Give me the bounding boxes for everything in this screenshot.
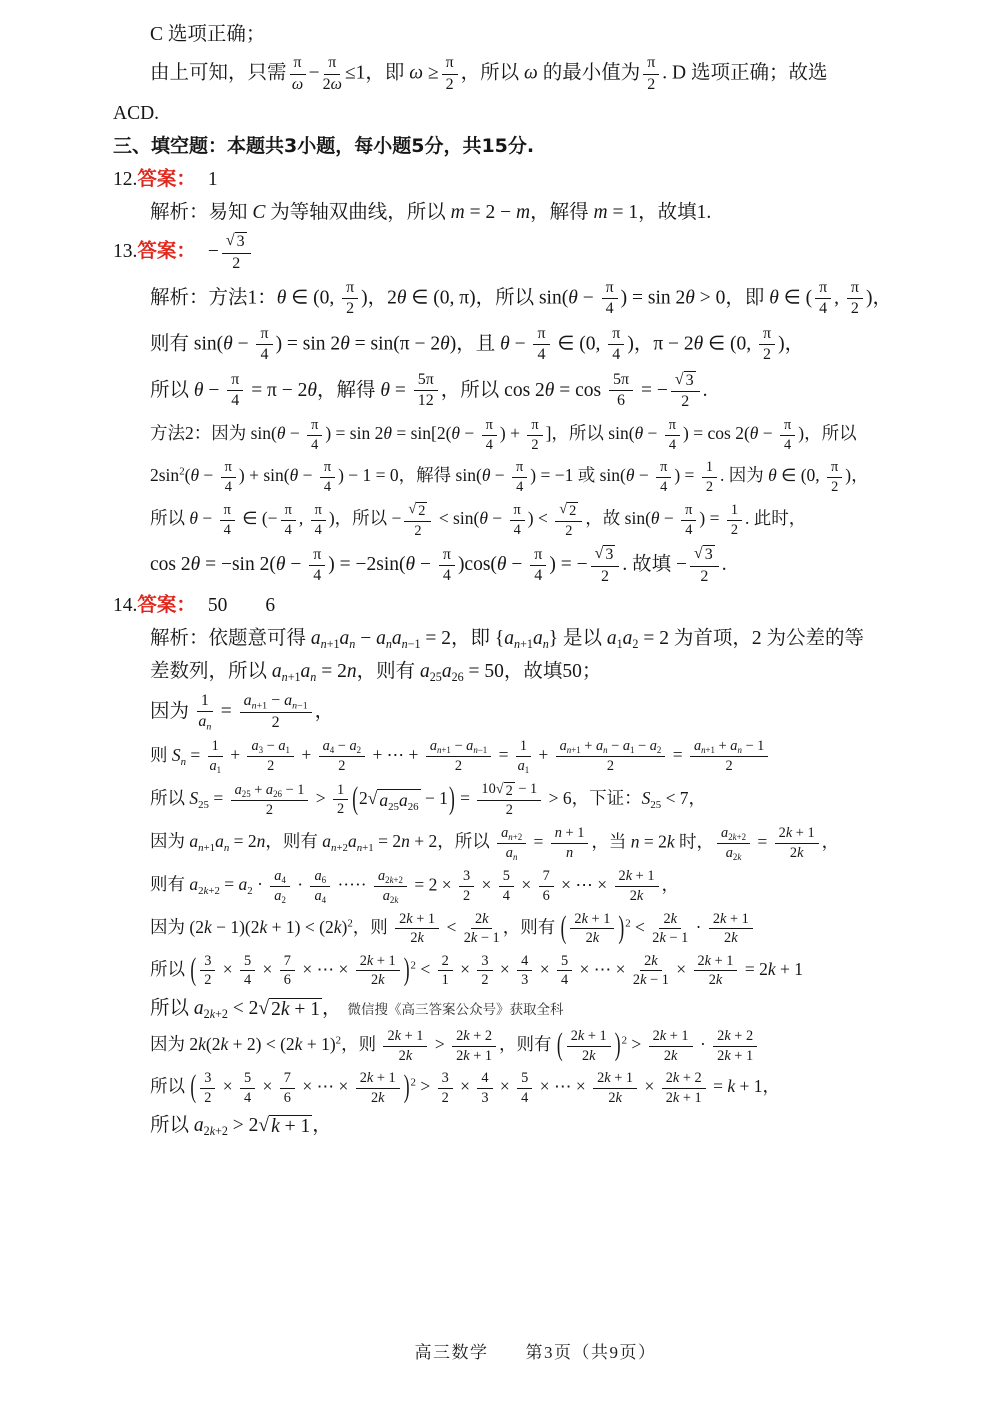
fraction: $\frac{2k}{2k - 1}$ [632, 952, 669, 989]
sqrt-expression: √ k + 1 [258, 1114, 311, 1137]
q12-analysis [150, 198, 958, 227]
fraction: $\frac{7}{6}$ [280, 1070, 295, 1106]
watermark-text: 微信搜《高三答案公众号》获取全科 [347, 1001, 564, 1017]
text-run: ，所以 cos 2θ = cos [440, 379, 607, 401]
text-run: > [311, 787, 331, 808]
fraction: √ 3 2 [222, 232, 251, 273]
text-run: + [296, 744, 316, 765]
q14-analysis-line4 [150, 737, 958, 775]
text-run: × ⋯ × [297, 1076, 353, 1097]
fraction: $\frac{\pi}{4}$ [681, 502, 696, 538]
text-run: 所以 $a_{2k+2} < 2$ √ 2k + 1 ， [150, 997, 342, 1022]
text-run: 解析：易知 C 为等轴双曲线，所以 m = 2 − m，解得 m = 1，故填1. [150, 202, 712, 223]
q14-analysis-line13 [150, 1111, 958, 1140]
fraction: $\frac{3}{2}$ [459, 868, 474, 904]
question-number: 12. [113, 168, 138, 190]
text-run: ∈ (− [237, 508, 278, 529]
text-run: cos 2θ = −sin 2(θ − [150, 554, 307, 575]
fraction: $\frac{\pi}{2\omega}$ [322, 54, 342, 93]
question-number: 13. [113, 241, 138, 263]
fraction: $\frac{3}{2}$ [438, 1070, 453, 1106]
text-run: ，则有 [502, 916, 560, 937]
fraction: $\frac{n + 1}{n}$ [551, 825, 589, 861]
text-run: ) = sin 2θ = sin(π − 2θ)，且 θ − [275, 333, 531, 355]
text-run: ) = − [549, 554, 588, 575]
fraction: $\frac{1}{a_n}$ [198, 691, 212, 733]
text-run: 所以 [150, 958, 190, 979]
text-run: ) = [674, 465, 699, 486]
fraction: $\frac{2}{1}$ [438, 953, 453, 989]
fraction: $\frac{a_{2k+2}}{a_{2k}}$ [374, 868, 407, 905]
text-run: $^2$ < [410, 958, 435, 979]
fraction: $\frac{\pi}{4}$ [665, 417, 680, 453]
q13-method1-line2 [150, 324, 958, 366]
text-run: × [218, 1076, 237, 1097]
text-run: 所以 $S_{25}$ = [150, 787, 228, 811]
fraction: $\frac{\pi}{4}$ [530, 546, 546, 586]
fraction: $\frac{1}{2}$ [333, 782, 348, 818]
q14-analysis-line2 [150, 657, 958, 686]
text-run: 则有 $a_{2k+2} = a_2$ · [150, 874, 268, 898]
text-run: × [495, 1076, 515, 1097]
text-run: ACD. [113, 103, 160, 124]
fraction: $\frac{\pi}{4}$ [780, 417, 795, 453]
fraction: $\frac{2k + 1}{2k}$ [570, 911, 614, 947]
fraction: $\frac{\pi}{\omega}$ [290, 54, 306, 94]
text-run: 因为 $a_{n+1}a_n = 2n$，则有 $a_{n+2}a_{n+1} = 2n + 2$，所以 [150, 831, 495, 855]
text-run: ) = −2sin(θ − [328, 554, 436, 575]
text-run: . 故填 − [622, 554, 687, 575]
sqrt-expression: √ 3 [694, 545, 713, 564]
text-run: )，2θ ∈ (0, π)，所以 sin(θ − [361, 287, 599, 309]
fraction: $\frac{1}{2}$ [727, 502, 742, 538]
text-run: ( [560, 908, 567, 945]
solution-content [113, 16, 958, 1144]
page-footer [113, 1338, 958, 1363]
text-run: $^2$ > [621, 1034, 646, 1055]
sqrt-expression: √ 3 [674, 370, 694, 389]
text-run: + ⋯ + [368, 744, 423, 765]
text-run: × [640, 1076, 659, 1097]
text-run: · [695, 1034, 711, 1055]
text-run: 由上可知，只需 [150, 62, 287, 84]
text-run: ≤1，即 ω ≥ [344, 62, 439, 84]
text-run: . 因为 θ ∈ (0, [719, 465, 825, 486]
fraction: $\frac{\pi}{4}$ [221, 459, 236, 495]
text-run: , [834, 287, 844, 309]
fraction: $\frac{2k + 2}{2k + 1}$ [452, 1028, 496, 1064]
answer-value-1: 50 [207, 594, 228, 616]
fraction: $\frac{a_4 - a_2}{2}$ [319, 738, 365, 774]
fraction: $\frac{a_6}{a_4}$ [310, 868, 330, 905]
q14-analysis-line10 [150, 994, 958, 1023]
answer-label: 答案： [137, 168, 196, 190]
fraction: $\frac{\pi}{4}$ [533, 325, 549, 365]
text-run: ) [448, 779, 455, 816]
text-run: = [668, 744, 687, 765]
text-run: 则有 sin(θ − [150, 333, 254, 355]
text-run: = [494, 744, 513, 765]
fraction: √ 2 2 [404, 501, 431, 539]
question-number: 14. [113, 594, 138, 616]
fraction: $\frac{2k}{2k - 1}$ [652, 910, 689, 947]
q14-analysis-line8 [150, 910, 958, 948]
text-run: > [430, 1034, 450, 1055]
fraction: $\frac{\pi}{4}$ [227, 371, 243, 411]
fraction: $\frac{2k + 1}{2k}$ [356, 1070, 400, 1106]
text-run: ) − 1 = 0，解得 sin(θ − [338, 465, 510, 486]
text-run: 解析：依题意可得 $a_{n+1}a_n - a_na_{n-1} = 2$，即 $\{a_{n+1}a_n\}$ 是以 $a_1a_2 = 2$ 为首项，2 为公差的等 [150, 628, 864, 652]
fraction: $\frac{\pi}{4}$ [309, 546, 325, 586]
fraction: $\frac{5}{4}$ [517, 1070, 532, 1106]
fraction: $\frac{\pi}{2}$ [827, 459, 842, 495]
text-run: × [477, 874, 496, 895]
fraction: $\frac{\pi}{2}$ [442, 54, 458, 94]
text-run: × [258, 958, 277, 979]
text-run: ( [190, 1067, 197, 1104]
text-run: )，π − 2θ ∈ (0, [627, 333, 756, 355]
answer-value-2: 6 [265, 594, 276, 616]
fraction: $\frac{a_{n+1} + a_n - 1}{2}$ [690, 738, 768, 774]
fraction: $\frac{2k + 1}{2k}$ [383, 1028, 427, 1064]
text-run: ，所以 ω 的最小值为 [460, 62, 641, 84]
text-run: + [225, 744, 245, 765]
fraction: $\frac{2k + 1}{2k}$ [775, 825, 819, 861]
fraction: $\frac{a_3 - a_1}{2}$ [247, 738, 293, 774]
fraction: $\frac{2k}{2k - 1}$ [463, 910, 500, 947]
fraction: $\frac{\pi}{4}$ [256, 325, 272, 365]
text-run: . [702, 379, 708, 401]
text-run: . [721, 554, 727, 575]
section-heading [113, 132, 958, 161]
sqrt-expression: √ 2 [559, 501, 577, 520]
text-run: · [292, 874, 308, 895]
text-run: . 此时， [745, 508, 807, 529]
q14-analysis-line11 [150, 1027, 958, 1065]
text-run: 所以 θ − [150, 508, 217, 529]
text-run: 差数列，所以 $a_{n+1}a_n = 2n$，则有 $a_{25}a_{26} = 50$，故填50； [150, 661, 602, 685]
text-run: < [442, 916, 461, 937]
fraction: $\frac{\pi}{4}$ [512, 459, 527, 495]
text-run: ，则有 [499, 1034, 556, 1055]
q14-analysis-line12 [150, 1069, 958, 1107]
fraction: $\frac{\pi}{4}$ [281, 502, 296, 538]
fraction: $\frac{\pi}{4}$ [311, 502, 326, 538]
fraction: √ 3 2 [671, 371, 700, 412]
fraction: $\frac{a_{n+1} - a_{n-1}}{2}$ [240, 692, 312, 733]
fraction: $\frac{\pi}{4}$ [439, 546, 455, 586]
fraction: $\frac{a_{n+1} + a_n - a_1 - a_2}{2}$ [556, 738, 666, 774]
fraction: $\frac{3}{2}$ [477, 953, 492, 989]
text-run: ) = sin 2θ > 0，即 θ ∈ ( [620, 287, 813, 309]
text-run: × [535, 958, 554, 979]
text-run: ) [403, 950, 410, 987]
fraction: √ 2 2 [555, 501, 582, 539]
text-run: × ⋯ × [556, 874, 612, 895]
text-run: 所以 θ − [150, 379, 225, 401]
footer-text: 高三数学 第3页（共9页） [414, 1343, 657, 1362]
text-run: × [671, 958, 691, 979]
fraction: $\frac{\pi}{4}$ [510, 502, 525, 538]
fraction: $\frac{2k + 1}{2k}$ [649, 1028, 693, 1064]
fraction: $\frac{7}{6}$ [280, 953, 295, 989]
text-run: < sin(θ − [434, 508, 507, 529]
fraction: $\frac{\pi}{4}$ [307, 417, 322, 453]
text-run: ) = sin 2θ = sin[2(θ − [325, 423, 479, 444]
fraction: $\frac{4}{3}$ [477, 1070, 492, 1106]
text-run: 方法2：因为 sin(θ − [150, 423, 305, 444]
text-run: · [691, 916, 706, 937]
text-run: × ⋯ × [297, 958, 353, 979]
fraction: $\frac{5}{4}$ [240, 953, 255, 989]
fraction: $\frac{\pi}{2}$ [847, 279, 863, 319]
text-run: ) [618, 908, 625, 945]
text-run: ( [190, 950, 197, 987]
fraction: $\frac{3}{2}$ [200, 953, 215, 989]
answer-value: − [207, 241, 219, 263]
answer-label: 答案： [137, 241, 196, 263]
q14-answer [113, 591, 958, 620]
text-run: ) [403, 1067, 410, 1104]
fraction: $\frac{2k + 2}{2k + 1}$ [713, 1028, 757, 1064]
fraction: $\frac{\pi}{2}$ [759, 325, 775, 365]
fraction: $\frac{2k + 1}{2k}$ [567, 1028, 611, 1064]
text-run: = − [636, 379, 668, 401]
fraction: $\frac{a_{2k+2}}{a_{2k}}$ [717, 825, 750, 862]
text-run: = [753, 831, 772, 852]
fraction: $\frac{\pi}{2}$ [527, 417, 542, 453]
q14-analysis-line1 [150, 624, 958, 653]
text-run: )，所以 [798, 423, 857, 444]
text-run: )， [778, 333, 805, 355]
text-run: ， [661, 874, 679, 895]
fraction: $\frac{\pi}{4}$ [482, 417, 497, 453]
q13-method2-line2 [150, 458, 958, 496]
fraction: $\frac{1}{a_1}$ [517, 738, 530, 775]
text-run: $^2$ < [625, 916, 650, 937]
q14-analysis-line6 [150, 824, 958, 863]
fraction: $\frac{2k + 1}{2k}$ [356, 953, 400, 989]
text-run: × [495, 958, 515, 979]
fraction: $\frac{\pi}{4}$ [602, 279, 618, 319]
fraction: $\frac{a_4}{a_2}$ [270, 868, 290, 905]
text-run: ) + [499, 423, 525, 444]
fraction: $\frac{2k + 1}{2k}$ [709, 911, 753, 947]
q13-method1-line1 [150, 278, 958, 320]
fraction: √ 3 2 [591, 545, 620, 586]
text-run: ， [314, 700, 335, 722]
q13-method2-line1 [150, 416, 958, 454]
sqrt-expression: √ $a_{25}a_{26}$ [367, 787, 419, 813]
fraction: $\frac{a_{25} + a_{26} - 1}{2}$ [231, 782, 309, 818]
text-run: 三、填空题：本题共3小题，每小题5分，共15分. [113, 135, 535, 158]
fraction: $\frac{2k + 1}{2k}$ [593, 1070, 637, 1106]
text-run: 因为 $2k(2k + 2) < (2k + 1)^2$，则 [150, 1034, 381, 1055]
sqrt-expression: √ 2k + 1 [258, 997, 321, 1020]
text-run: × [455, 958, 475, 979]
text-run: ) = −1 或 sin(θ − [530, 465, 654, 486]
text-run: ∈ (0, [552, 333, 606, 355]
text-run: = k + 1， [708, 1076, 780, 1097]
text-run: > 6，下证：$S_{25} < 7$， [544, 787, 707, 811]
text-run: ) + sin(θ − [238, 465, 317, 486]
text-run: )cos(θ − [457, 554, 528, 575]
text-run: ， [821, 831, 840, 852]
q13-method2-line4 [150, 544, 958, 587]
fraction: $\frac{1}{a_1}$ [209, 738, 222, 775]
fraction: 10 √ 2 − 1 2 [477, 781, 541, 819]
text-run: 2 √ $a_{25}a_{26}$ − 1 [359, 787, 448, 813]
text-run: , [298, 508, 308, 529]
fraction: $\frac{\pi}{2}$ [643, 54, 659, 94]
line-omega-min [150, 53, 958, 95]
text-run: × [455, 1076, 475, 1097]
text-run: ) [614, 1025, 621, 1062]
q13-method2-line3 [150, 500, 958, 540]
text-run: + [534, 744, 553, 765]
text-run: × ⋯ × [575, 958, 630, 979]
fraction: $\frac{\pi}{4}$ [656, 459, 671, 495]
line-answer-acd [113, 99, 958, 128]
text-run: 因为 $(2k - 1)(2k + 1) < (2k)^2$，则 [150, 916, 393, 937]
fraction: $\frac{2k + 1}{2k}$ [395, 911, 439, 947]
text-run: = [455, 787, 475, 808]
text-run: )， [865, 287, 892, 309]
text-run: $2\sin^2(\theta$ − [150, 465, 218, 486]
fraction: $\frac{2k + 1}{2k}$ [615, 868, 659, 904]
text-run: × [516, 874, 536, 895]
q14-analysis-line9 [150, 952, 958, 990]
text-run: × ⋯ × [535, 1076, 591, 1097]
text-run: ( [352, 779, 359, 816]
sqrt-expression: √ 3 [225, 232, 245, 251]
text-run: ，当 n = 2k 时， [591, 831, 715, 852]
text-run: 所以 $a_{2k+2} > 2$ √ k + 1 ， [150, 1114, 332, 1139]
fraction: $\frac{1}{2}$ [702, 459, 717, 495]
fraction: $\frac{a_{n+2}}{a_n}$ [497, 825, 526, 862]
fraction: $\frac{\pi}{4}$ [220, 502, 235, 538]
text-run: × [258, 1076, 277, 1097]
text-run: C 选项正确； [150, 24, 266, 45]
fraction: $\frac{2k + 2}{2k + 1}$ [662, 1070, 706, 1106]
fraction: $\frac{\pi}{2}$ [342, 279, 358, 319]
answer-label: 答案： [137, 594, 196, 616]
fraction: $\frac{2k + 1}{2k}$ [694, 953, 738, 989]
fraction: $\frac{7}{6}$ [539, 868, 554, 904]
line-option-c [150, 20, 958, 49]
text-run: ····· [333, 874, 371, 895]
sqrt-expression: √ 2 [408, 501, 426, 520]
fraction: $\frac{5\pi}{6}$ [609, 371, 633, 411]
text-run: ( [556, 1025, 563, 1062]
text-run: ]，所以 sin(θ − [545, 423, 662, 444]
text-run: 因为 [150, 700, 194, 722]
q13-answer [113, 231, 958, 274]
q13-method1-line3 [150, 370, 958, 413]
q14-analysis-line5 [150, 780, 958, 820]
text-run: $^2$ > [410, 1076, 435, 1097]
text-run: = π − 2θ，解得 θ = [246, 379, 411, 401]
text-run: − [308, 62, 320, 84]
text-run: 所以 [150, 1076, 190, 1097]
sqrt-expression: √ 3 [594, 545, 614, 564]
fraction: $\frac{a_{n+1} - a_{n-1}}{2}$ [426, 738, 491, 774]
sqrt-expression: √ 2 [495, 780, 513, 799]
q12-answer [113, 165, 958, 194]
text-run: = [529, 831, 548, 852]
text-run: ) = [699, 508, 724, 529]
q14-analysis-line3 [150, 691, 958, 734]
fraction: $\frac{\pi}{4}$ [320, 459, 335, 495]
text-run: 解析：方法1：θ ∈ (0, [150, 287, 340, 309]
text-run: ) = cos 2(θ − [683, 423, 778, 444]
fraction: $\frac{\pi}{4}$ [815, 279, 831, 319]
text-run: = 2k + 1 [740, 958, 804, 979]
text-run: × [218, 958, 237, 979]
fraction: $\frac{5\pi}{12}$ [414, 371, 438, 411]
answer-value: 1 [207, 168, 218, 190]
text-run: . D 选项正确；故选 [662, 62, 828, 84]
fraction: $\frac{5}{4}$ [499, 868, 514, 904]
q14-analysis-line7 [150, 867, 958, 906]
text-run: = [215, 700, 237, 722]
text-run: ，故 sin(θ − [585, 508, 679, 529]
text-run: 则 $S_n$ = [150, 744, 205, 768]
text-run: )， [845, 465, 869, 486]
fraction: √ 3 2 [690, 545, 719, 586]
text-run: = 2 × [410, 874, 456, 895]
fraction: $\frac{5}{4}$ [240, 1070, 255, 1106]
text-run: ) < [527, 508, 553, 529]
fraction: $\frac{3}{2}$ [200, 1070, 215, 1106]
text-run: )，所以 − [328, 508, 402, 529]
fraction: $\frac{5}{4}$ [557, 953, 572, 989]
fraction: $\frac{4}{3}$ [517, 953, 532, 989]
fraction: $\frac{\pi}{4}$ [608, 325, 624, 365]
